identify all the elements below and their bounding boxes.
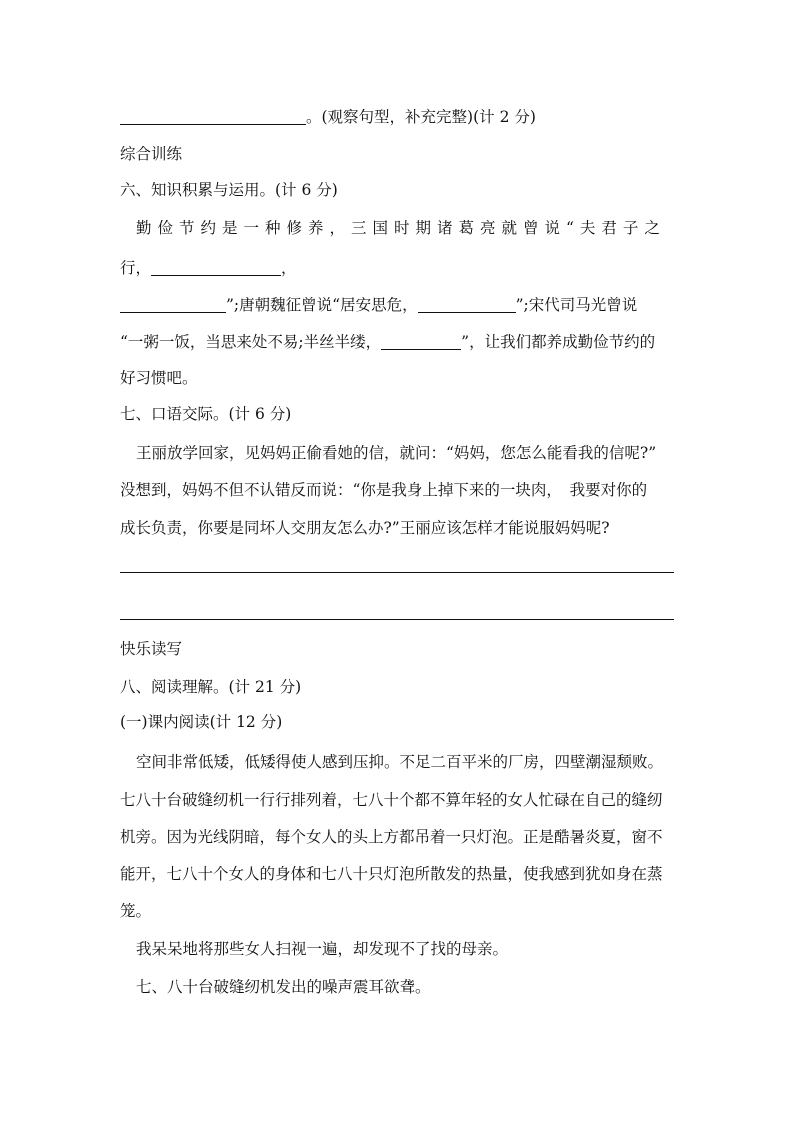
question-line-sentence-completion: [120, 105, 676, 127]
reading-paragraph-1-line-3: 机旁。因为光线阴暗，每个女人的头上方都吊着一只灯泡。正是酷暑炎夏，窗不: [120, 828, 663, 846]
answer-line-2[interactable]: [120, 619, 674, 620]
question-8-title: 八、阅读理解。(计 21 分): [120, 678, 302, 696]
section-heading-happy-reading-writing: 快乐读写: [120, 640, 183, 658]
reading-paragraph-1-line-4: 能开，七八十个女人的身体和七八十只灯泡所散发的热量，使我感到犹如身在蒸: [120, 865, 663, 883]
question-7-title: 七、口语交际。(计 6 分): [120, 405, 292, 423]
question-8-subsection-1-title: (一)课内阅读(计 12 分): [120, 713, 283, 731]
text-fragment: “一粥一饭，当思来处不易;半丝半缕，: [120, 333, 382, 351]
question-6-paragraph-line-4: [120, 330, 676, 352]
instruction-text: 。(观察句型，补充完整)(计 2 分): [306, 108, 536, 126]
text-fragment: 行，: [120, 259, 152, 277]
question-6-paragraph-line-2: [120, 256, 676, 278]
answer-blank[interactable]: [120, 296, 226, 313]
answer-blank[interactable]: [151, 259, 281, 276]
reading-paragraph-1-line-2: 七八十台破缝纫机一行行排列着，七八十个都不算年轻的女人忙碌在自己的缝纫: [120, 791, 663, 809]
question-6-paragraph-line-3: [120, 293, 676, 315]
text-fragment: ”;唐朝魏征曾说“居安思危，: [226, 296, 418, 314]
reading-paragraph-1-line-1: 空间非常低矮，低矮得使人感到压抑。不足二百平米的厂房，四壁潮湿颓败。: [136, 753, 664, 771]
reading-paragraph-3: 七、八十台破缝纫机发出的噪声震耳欲聋。: [136, 978, 431, 996]
question-7-paragraph-line-3: 成长负责，你要是同坏人交朋友怎么办?”王丽应该怎样才能说服妈妈呢?: [120, 519, 610, 537]
question-7-paragraph-line-2: 没想到，妈妈不但不认错反而说：“你是我身上掉下来的一块肉， 我要对你的: [120, 481, 648, 499]
text-fragment: ”，让我们都养成勤俭节约的: [461, 333, 656, 351]
reading-paragraph-1-line-5: 笼。: [120, 902, 152, 920]
answer-blank[interactable]: [381, 333, 461, 350]
answer-blank[interactable]: [418, 296, 516, 313]
question-6-title: 六、知识积累与运用。(计 6 分): [120, 181, 338, 199]
answer-line-1[interactable]: [120, 572, 674, 573]
answer-blank[interactable]: [120, 108, 306, 125]
reading-paragraph-2: 我呆呆地将那些女人扫视一遍，却发现不了找的母亲。: [136, 940, 509, 958]
text-fragment: ，: [281, 259, 297, 277]
section-heading-integrated-training: 综合训练: [120, 145, 183, 163]
text-fragment: ”;宋代司马光曾说: [515, 296, 638, 314]
question-6-paragraph-line-1: 勤俭节约是一种修养，三国时期诸葛亮就曾说“夫君子之: [136, 219, 666, 237]
question-7-paragraph-line-1: 王丽放学回家，见妈妈正偷看她的信，就问：“妈妈，您怎么能看我的信呢?”: [136, 444, 657, 462]
question-6-paragraph-line-5: 好习惯吧。: [120, 369, 198, 387]
